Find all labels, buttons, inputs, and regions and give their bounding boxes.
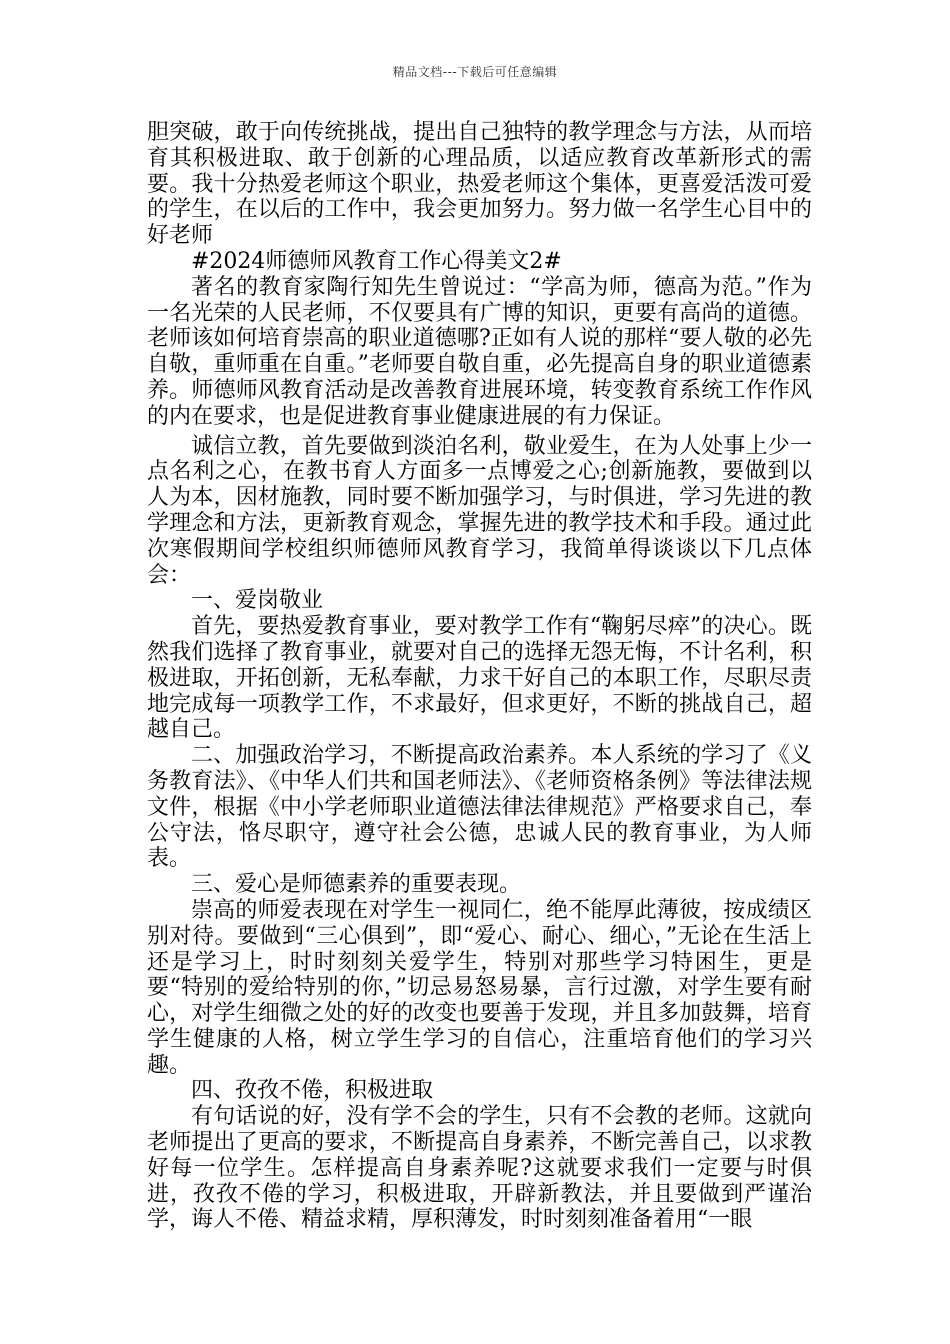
subheading: 四、孜孜不倦，积极进取 bbox=[191, 1078, 434, 1104]
subheading: 一、爱岗敬业 bbox=[191, 588, 324, 614]
section-title: #2024师德师风教育工作心得美文2# bbox=[191, 248, 562, 274]
paragraph: 崇高的师爱表现在对学生一视同仁，绝不能厚此薄彼，按成绩区别对待。要做到“三心俱到”，即“爱心、耐心、细心，”无论在生活上还是学习上，时时刻刻关爱学生，特别对那些学习特困生，更是要“特别的爱给特别的你，”切忌易怒易暴，言行过激，对学生要有耐心，对学生细微之处的好的改变也要善于发现，并且多加鼓舞，培育学生健康的人格，树立学生学习的自信心，注重培育他们的学习兴趣。 bbox=[147, 897, 812, 1078]
subheading: 三、爱心是师德素养的重要表现。 bbox=[191, 872, 522, 898]
paragraph: 有句话说的好，没有学不会的学生，只有不会教的老师。这就向老师提出了更高的要求，不断提高自身素养，不断完善自己，以求教好每一位学生。怎样提高自身素养呢?这就要求我们一定要与时俱进，孜孜不倦的学习，积极进取，开辟新教法，并且要做到严谨治学，诲人不倦、精益求精，厚积薄发，时时刻刻准备着用“一眼 bbox=[147, 1104, 812, 1233]
paragraph: 二、加强政治学习，不断提高政治素养。本人系统的学习了《义务教育法》、《中华人们共和国老师法》、《老师资格条例》等法律法规文件，根据《中小学老师职业道德法律法律规范》严格要求自己，奉公守法，恪尽职守，遵守社会公德，忠诚人民的教育事业，为人师表。 bbox=[147, 743, 812, 872]
document-body bbox=[147, 120, 812, 1233]
paragraph: 诚信立教，首先要做到淡泊名利，敬业爱生，在为人处事上少一点名利之心，在教书育人方面多一点博爱之心;创新施教，要做到以人为本，因材施教，同时要不断加强学习，与时俱进，学习先进的教学理念和方法，更新教育观念，掌握先进的教学技术和手段。通过此次寒假期间学校组织师德师风教育学习，我简单得谈谈以下几点体会： bbox=[147, 433, 812, 588]
paragraph-continuation: 胆突破，敢于向传统挑战，提出自己独特的教学理念与方法，从而培育其积极进取、敢于创新的心理品质，以适应教育改革新形式的需要。我十分热爱老师这个职业，热爱老师这个集体，更喜爱活泼可爱的学生，在以后的工作中，我会更加努力。努力做一名学生心目中的好老师 bbox=[147, 120, 812, 249]
page-header: 精品文档---下载后可任意编辑 bbox=[392, 65, 558, 79]
paragraph: 著名的教育家陶行知先生曾说过：“学高为师，德高为范。”作为一名光荣的人民老师，不仅要具有广博的知识，更要有高尚的道德。老师该如何培育崇高的职业道德哪?正如有人说的那样“要人敬的必先自敬，重师重在自重。”老师要自敬自重，必先提高自身的职业道德素养。师德师风教育活动是改善教育进展环境，转变教育系统工作作风的内在要求，也是促进教育事业健康进展的有力保证。 bbox=[147, 274, 812, 429]
paragraph: 首先，要热爱教育事业，要对教学工作有“鞠躬尽瘁”的决心。既然我们选择了教育事业，就要对自己的选择无怨无悔，不计名利，积极进取，开拓创新，无私奉献，力求干好自己的本职工作，尽职尽责地完成每一项教学工作，不求最好，但求更好，不断的挑战自己，超越自己。 bbox=[147, 614, 812, 743]
